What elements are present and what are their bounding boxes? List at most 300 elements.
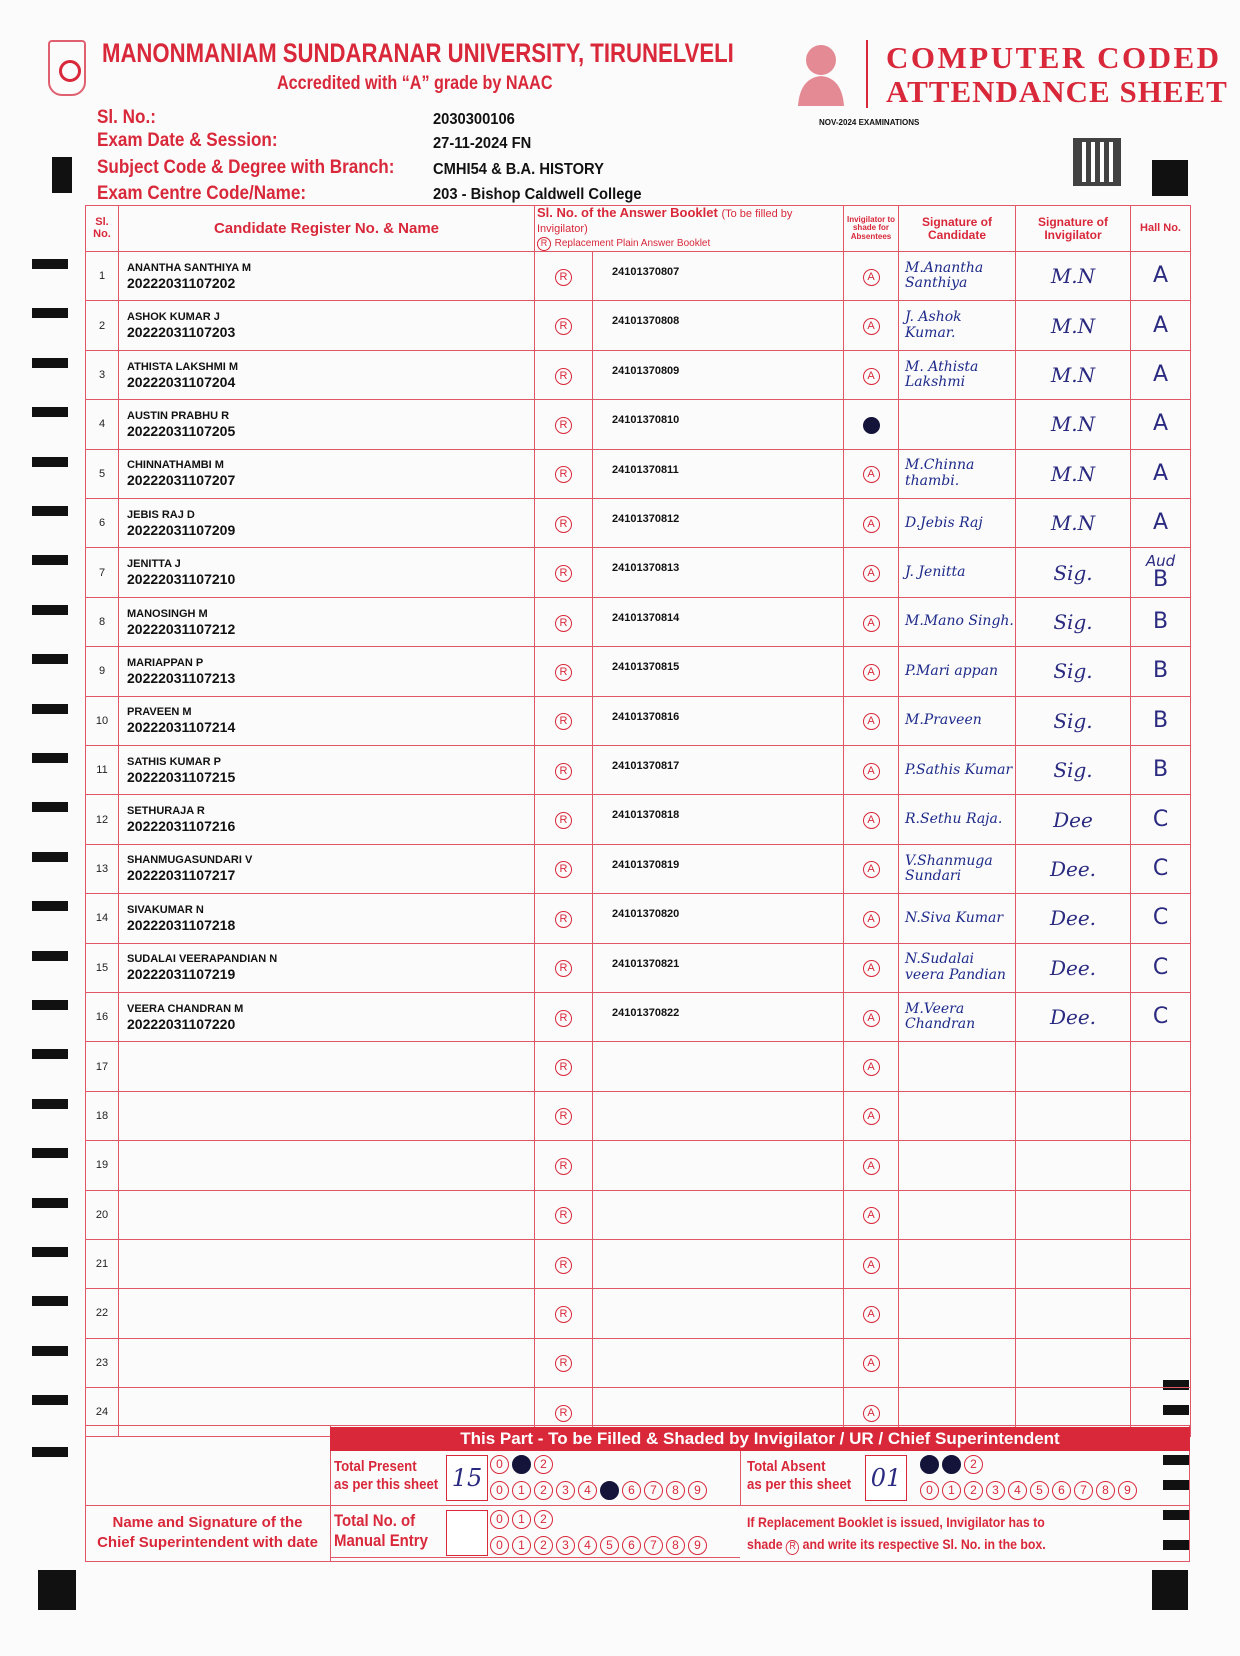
candidate-cell [119, 1091, 535, 1140]
absent-bubble-cell[interactable] [844, 844, 899, 893]
absent-bubble[interactable]: A [863, 1257, 880, 1274]
absent-bubble[interactable]: A [863, 763, 880, 780]
digit-bubble-0[interactable]: 0 [920, 1481, 939, 1500]
absent-bubble[interactable]: A [863, 516, 880, 533]
replacement-bubble[interactable]: R [555, 1059, 572, 1076]
candidate-name: ATHISTA LAKSHMI M [127, 360, 239, 373]
booklet-number[interactable] [593, 1141, 844, 1190]
replacement-bubble[interactable]: R [555, 1010, 572, 1027]
register-number: 20222031107202 [127, 274, 236, 291]
timing-mark [32, 605, 68, 615]
absent-bubble[interactable]: A [863, 466, 880, 483]
replacement-bubble[interactable]: R [555, 1158, 572, 1175]
replacement-bubble[interactable]: R [555, 318, 572, 335]
absent-bubble-cell[interactable] [844, 746, 899, 795]
candidate-cell [119, 1338, 535, 1387]
timing-mark [1152, 1570, 1188, 1610]
replacement-bubble[interactable]: R [555, 664, 572, 681]
booklet-number[interactable]: 24101370812 [593, 499, 844, 548]
hall-value: C [1152, 855, 1169, 881]
absent-bubble-cell[interactable] [844, 795, 899, 844]
booklet-number[interactable] [593, 1239, 844, 1288]
absent-units-bubbles[interactable] [920, 1481, 1137, 1500]
timing-mark [32, 506, 68, 516]
digit-bubble-5[interactable]: 5 [600, 1536, 619, 1555]
table-row [86, 696, 1191, 745]
r-bubble-icon: R [537, 237, 551, 251]
digit-bubble-9[interactable]: 9 [688, 1481, 707, 1500]
booklet-number[interactable]: 24101370819 [593, 844, 844, 893]
candidate-signature [899, 1141, 1016, 1190]
col-booklet-title: Sl. No. of the Answer Booklet [537, 205, 718, 220]
absent-bubble-cell[interactable] [844, 943, 899, 992]
replacement-bubble[interactable]: R [555, 812, 572, 829]
digit-bubble-1[interactable] [512, 1455, 531, 1474]
booklet-number[interactable]: 24101370821 [593, 943, 844, 992]
replacement-bubble-cell[interactable] [535, 1141, 593, 1190]
replacement-bubble[interactable]: R [555, 368, 572, 385]
candidate-signature: P.Sathis Kumar [899, 746, 1016, 795]
register-number: 20222031107209 [127, 521, 236, 538]
digit-bubble-3[interactable]: 3 [986, 1481, 1005, 1500]
digit-bubble-8[interactable]: 8 [1096, 1481, 1115, 1500]
hall-number [1131, 943, 1191, 992]
total-absent-label-line2: as per this sheet [747, 1476, 852, 1493]
manual-entry-label-line1: Total No. of [334, 1511, 416, 1530]
digit-bubble-9[interactable]: 9 [1118, 1481, 1137, 1500]
absent-bubble-cell[interactable] [844, 647, 899, 696]
replacement-bubble-cell[interactable] [535, 1042, 593, 1091]
absent-bubble[interactable]: A [863, 1207, 880, 1224]
divider [330, 1557, 740, 1558]
absent-bubble[interactable] [863, 417, 880, 434]
replacement-bubble-cell[interactable] [535, 1091, 593, 1140]
absent-bubble[interactable]: A [863, 1059, 880, 1076]
absent-bubble[interactable]: A [863, 1306, 880, 1323]
subject-value: CMHI54 & B.A. HISTORY [433, 161, 604, 178]
replacement-bubble-cell[interactable] [535, 1289, 593, 1338]
absent-bubble[interactable]: A [863, 269, 880, 286]
hall-value: B [1152, 757, 1169, 783]
row-sl-number: 19 [86, 1141, 119, 1190]
digit-bubble-8[interactable]: 8 [666, 1536, 685, 1555]
manual-tens-bubbles[interactable] [490, 1510, 553, 1529]
replacement-bubble-cell[interactable] [535, 350, 593, 399]
absent-bubble[interactable]: A [863, 812, 880, 829]
candidate-cell [119, 449, 535, 498]
replacement-bubble-cell[interactable] [535, 894, 593, 943]
candidate-signature: V.Shanmuga Sundari [899, 844, 1016, 893]
booklet-number[interactable] [593, 1042, 844, 1091]
absent-bubble-cell[interactable] [844, 548, 899, 597]
hall-number [1131, 1091, 1191, 1140]
header-divider [866, 40, 868, 108]
candidate-signature: M.Mano Singh. [899, 597, 1016, 646]
invigilator-signature: Sig. [1016, 696, 1131, 745]
total-present-label-line2: as per this sheet [334, 1476, 439, 1493]
replacement-bubble[interactable]: R [555, 615, 572, 632]
absent-bubble-cell[interactable] [844, 400, 899, 449]
digit-bubble-1[interactable]: 1 [512, 1536, 531, 1555]
hall-value: B [1152, 707, 1169, 733]
candidate-signature: J. Ashok Kumar. [899, 301, 1016, 350]
digit-bubble-6[interactable]: 6 [622, 1481, 641, 1500]
replacement-bubble[interactable]: R [555, 466, 572, 483]
digit-bubble-0[interactable]: 0 [490, 1510, 509, 1529]
register-number: 20222031107219 [127, 966, 236, 983]
candidate-name: SIVAKUMAR N [127, 903, 204, 916]
digit-bubble-0[interactable]: 0 [490, 1455, 509, 1474]
hall-number [1131, 696, 1191, 745]
absent-bubble-cell[interactable] [844, 1091, 899, 1140]
table-row [86, 1042, 1191, 1091]
candidate-signature: R.Sethu Raja. [899, 795, 1016, 844]
digit-bubble-5[interactable] [600, 1481, 619, 1500]
register-number: 20222031107203 [127, 324, 236, 341]
absent-bubble[interactable]: A [863, 1355, 880, 1372]
booklet-number[interactable]: 24101370818 [593, 795, 844, 844]
university-logo [48, 40, 86, 96]
replacement-bubble[interactable]: R [555, 1355, 572, 1372]
booklet-number[interactable]: 24101370807 [593, 252, 844, 301]
replacement-bubble-cell[interactable] [535, 400, 593, 449]
subject-label: Subject Code & Degree with Branch: [97, 157, 395, 178]
replacement-bubble-cell[interactable] [535, 1239, 593, 1288]
booklet-number[interactable]: 24101370815 [593, 647, 844, 696]
replacement-note-line1: If Replacement Booklet is issued, Invigilator has to [747, 1514, 1045, 1530]
digit-bubble-7[interactable]: 7 [644, 1536, 663, 1555]
replacement-bubble[interactable]: R [555, 269, 572, 286]
booklet-number[interactable] [593, 1190, 844, 1239]
manual-entry-box[interactable] [446, 1510, 488, 1556]
digit-bubble-2[interactable]: 2 [534, 1536, 553, 1555]
absent-bubble-cell[interactable] [844, 449, 899, 498]
table-row [86, 647, 1191, 696]
hall-number [1131, 1338, 1191, 1387]
exam-date-value: 27-11-2024 FN [433, 135, 532, 152]
replacement-bubble-cell[interactable] [535, 449, 593, 498]
digit-bubble-0[interactable] [920, 1455, 939, 1474]
candidate-signature [899, 1289, 1016, 1338]
row-sl-number: 12 [86, 795, 119, 844]
digit-bubble-4[interactable]: 4 [578, 1481, 597, 1500]
replacement-bubble[interactable]: R [555, 516, 572, 533]
absent-bubble[interactable]: A [863, 664, 880, 681]
digit-bubble-1[interactable]: 1 [942, 1481, 961, 1500]
replacement-note-shade: shade [747, 1535, 783, 1552]
present-tens-bubbles[interactable] [490, 1455, 553, 1474]
hall-number [1131, 1190, 1191, 1239]
absent-bubble[interactable]: A [863, 1405, 880, 1422]
hall-number [1131, 1042, 1191, 1091]
absent-bubble[interactable]: A [863, 318, 880, 335]
hall-value: A [1152, 362, 1169, 388]
booklet-number[interactable]: 24101370811 [593, 449, 844, 498]
register-number: 20222031107213 [127, 669, 236, 686]
absent-bubble[interactable]: A [863, 960, 880, 977]
booklet-number[interactable]: 24101370809 [593, 350, 844, 399]
row-sl-number: 3 [86, 350, 119, 399]
timing-mark [32, 555, 68, 565]
hall-value: B [1152, 658, 1169, 684]
row-sl-number: 23 [86, 1338, 119, 1387]
absent-bubble-cell[interactable] [844, 1239, 899, 1288]
timing-mark [32, 1148, 68, 1158]
hall-number [1131, 499, 1191, 548]
candidate-cell [119, 746, 535, 795]
table-row [86, 943, 1191, 992]
absent-bubble-cell[interactable] [844, 1042, 899, 1091]
replacement-bubble-cell[interactable] [535, 548, 593, 597]
replacement-bubble[interactable]: R [555, 1405, 572, 1422]
absent-bubble-cell[interactable] [844, 696, 899, 745]
table-row [86, 449, 1191, 498]
total-present-box[interactable]: 15 [446, 1455, 488, 1501]
timing-mark [32, 1395, 68, 1405]
absent-bubble-cell[interactable] [844, 1289, 899, 1338]
candidate-cell [119, 597, 535, 646]
candidate-cell [119, 844, 535, 893]
replacement-bubble[interactable]: R [555, 1108, 572, 1125]
candidate-name: VEERA CHANDRAN M [127, 1002, 244, 1015]
booklet-number[interactable]: 24101370810 [593, 400, 844, 449]
replacement-bubble[interactable]: R [555, 911, 572, 928]
digit-bubble-0[interactable]: 0 [490, 1536, 509, 1555]
timing-mark [32, 259, 68, 269]
founder-portrait-image [790, 40, 852, 106]
absent-bubble-cell[interactable] [844, 1190, 899, 1239]
candidate-cell [119, 400, 535, 449]
replacement-bubble-cell[interactable] [535, 499, 593, 548]
register-number: 20222031107204 [127, 373, 236, 390]
digit-bubble-7[interactable]: 7 [1074, 1481, 1093, 1500]
replacement-note-line2: and write its respective Sl. No. in the box. [802, 1535, 1046, 1552]
table-row [86, 894, 1191, 943]
digit-bubble-6[interactable]: 6 [622, 1536, 641, 1555]
replacement-bubble[interactable]: R [555, 1306, 572, 1323]
absent-bubble[interactable]: A [863, 713, 880, 730]
hall-value: A [1152, 312, 1169, 338]
digit-bubble-2[interactable]: 2 [534, 1510, 553, 1529]
digit-bubble-4[interactable]: 4 [578, 1536, 597, 1555]
register-number: 20222031107220 [127, 1015, 236, 1032]
timing-mark [32, 308, 68, 318]
candidate-signature [899, 1338, 1016, 1387]
replacement-bubble-cell[interactable] [535, 696, 593, 745]
digit-bubble-2[interactable]: 2 [534, 1455, 553, 1474]
absent-bubble-cell[interactable] [844, 499, 899, 548]
replacement-bubble-cell[interactable] [535, 597, 593, 646]
replacement-bubble-cell[interactable] [535, 992, 593, 1041]
digit-bubble-5[interactable]: 5 [1030, 1481, 1049, 1500]
digit-bubble-4[interactable]: 4 [1008, 1481, 1027, 1500]
replacement-bubble-cell[interactable] [535, 844, 593, 893]
centre-value: 203 - Bishop Caldwell College [433, 186, 642, 203]
col-booklet-note: (To be filled by Invigilator) [537, 208, 793, 235]
hall-number [1131, 597, 1191, 646]
booklet-number[interactable] [593, 1289, 844, 1338]
digit-bubble-9[interactable]: 9 [688, 1536, 707, 1555]
replacement-bubble-cell[interactable] [535, 301, 593, 350]
invigilator-signature: Dee. [1016, 992, 1131, 1041]
replacement-bubble[interactable]: R [555, 1207, 572, 1224]
hall-number [1131, 1239, 1191, 1288]
col-sig-candidate: Signature of Candidate [899, 206, 1016, 252]
invigilator-signature [1016, 1190, 1131, 1239]
candidate-signature: N.Sudalai veera Pandian [899, 943, 1016, 992]
sheet-title-line2: ATTENDANCE SHEET [886, 74, 1228, 109]
booklet-number[interactable]: 24101370808 [593, 301, 844, 350]
hall-value: C [1152, 806, 1169, 832]
replacement-bubble-cell[interactable] [535, 1338, 593, 1387]
candidate-signature [899, 1091, 1016, 1140]
digit-bubble-3[interactable]: 3 [556, 1481, 575, 1500]
absent-bubble[interactable]: A [863, 861, 880, 878]
candidate-cell [119, 1289, 535, 1338]
replacement-bubble-cell[interactable] [535, 647, 593, 696]
replacement-bubble-cell[interactable] [535, 1190, 593, 1239]
hall-number [1131, 746, 1191, 795]
digit-bubble-1[interactable]: 1 [512, 1510, 531, 1529]
hall-number [1131, 992, 1191, 1041]
booklet-number[interactable]: 24101370822 [593, 992, 844, 1041]
replacement-bubble[interactable]: R [555, 565, 572, 582]
absent-bubble-cell[interactable] [844, 1141, 899, 1190]
candidate-name: JENITTA J [127, 558, 181, 571]
table-row [86, 1091, 1191, 1140]
candidate-cell [119, 1239, 535, 1288]
absent-bubble-cell[interactable] [844, 301, 899, 350]
hall-number [1131, 548, 1191, 597]
booklet-number[interactable]: 24101370817 [593, 746, 844, 795]
digit-bubble-7[interactable]: 7 [644, 1481, 663, 1500]
candidate-signature [899, 1190, 1016, 1239]
table-row [86, 1289, 1191, 1338]
row-sl-number: 11 [86, 746, 119, 795]
replacement-bubble[interactable]: R [555, 763, 572, 780]
university-name: MANONMANIAM SUNDARANAR UNIVERSITY, TIRUNELVELI [102, 38, 734, 68]
candidate-cell [119, 894, 535, 943]
booklet-number[interactable] [593, 1091, 844, 1140]
digit-bubble-1[interactable]: 1 [512, 1481, 531, 1500]
absent-bubble[interactable]: A [863, 565, 880, 582]
hall-number [1131, 844, 1191, 893]
replacement-bubble[interactable]: R [555, 960, 572, 977]
candidate-name: SHANMUGASUNDARI V [127, 854, 253, 867]
exam-tag: NOV-2024 EXAMINATIONS [819, 118, 920, 127]
digit-bubble-8[interactable]: 8 [666, 1481, 685, 1500]
booklet-number[interactable]: 24101370814 [593, 597, 844, 646]
absent-bubble-cell[interactable] [844, 350, 899, 399]
candidate-signature [899, 1239, 1016, 1288]
timing-mark [32, 1000, 68, 1010]
candidate-cell [119, 499, 535, 548]
replacement-bubble-cell[interactable] [535, 943, 593, 992]
register-number: 20222031107217 [127, 867, 236, 884]
manual-units-bubbles[interactable] [490, 1536, 707, 1555]
hall-value: C [1152, 905, 1169, 931]
timing-mark [52, 157, 72, 193]
digit-bubble-3[interactable]: 3 [556, 1536, 575, 1555]
replacement-bubble[interactable]: R [555, 713, 572, 730]
digit-bubble-2[interactable]: 2 [964, 1481, 983, 1500]
absent-bubble-cell[interactable] [844, 894, 899, 943]
absent-bubble[interactable]: A [863, 911, 880, 928]
serial-label: Sl. No.: [97, 107, 156, 128]
invigilator-signature [1016, 1091, 1131, 1140]
replacement-bubble[interactable]: R [555, 417, 572, 434]
digit-bubble-2[interactable]: 2 [534, 1481, 553, 1500]
replacement-bubble-cell[interactable] [535, 746, 593, 795]
official-banner: This Part - To be Filled & Shaded by Invigilator / UR / Chief Superintendent [330, 1427, 1190, 1451]
candidate-name: PRAVEEN M [127, 706, 192, 719]
booklet-number[interactable] [593, 1338, 844, 1387]
replacement-bubble[interactable]: R [555, 1257, 572, 1274]
candidate-name: MANOSINGH M [127, 607, 208, 620]
candidate-name: SUDALAI VEERAPANDIAN N [127, 953, 278, 966]
candidate-signature: M.Praveen [899, 696, 1016, 745]
candidate-signature: M.Veera Chandran [899, 992, 1016, 1041]
candidate-signature: D.Jebis Raj [899, 499, 1016, 548]
table-row [86, 1190, 1191, 1239]
candidate-cell [119, 548, 535, 597]
candidate-signature: M.Anantha Santhiya [899, 252, 1016, 301]
absent-bubble-cell[interactable] [844, 597, 899, 646]
absent-bubble[interactable]: A [863, 368, 880, 385]
timing-mark [32, 852, 68, 862]
timing-mark [32, 358, 68, 368]
absent-tens-bubbles[interactable] [920, 1455, 983, 1474]
table-row [86, 746, 1191, 795]
register-number: 20222031107214 [127, 719, 236, 736]
replacement-bubble-cell[interactable] [535, 795, 593, 844]
booklet-number[interactable]: 24101370813 [593, 548, 844, 597]
digit-bubble-6[interactable]: 6 [1052, 1481, 1071, 1500]
absent-bubble[interactable]: A [863, 615, 880, 632]
table-row [86, 795, 1191, 844]
row-sl-number: 1 [86, 252, 119, 301]
digit-bubble-1[interactable] [942, 1455, 961, 1474]
hall-number [1131, 252, 1191, 301]
hall-number [1131, 301, 1191, 350]
attendance-table [85, 205, 1191, 1437]
table-row [86, 1338, 1191, 1387]
hall-number [1131, 795, 1191, 844]
digit-bubble-2[interactable]: 2 [964, 1455, 983, 1474]
absent-bubble-cell[interactable] [844, 1338, 899, 1387]
invigilator-signature: Dee. [1016, 844, 1131, 893]
row-sl-number: 7 [86, 548, 119, 597]
candidate-signature [899, 400, 1016, 449]
absent-bubble-cell[interactable] [844, 252, 899, 301]
timing-mark [32, 1099, 68, 1109]
booklet-number[interactable]: 24101370820 [593, 894, 844, 943]
present-units-bubbles[interactable] [490, 1481, 707, 1500]
candidate-name: JEBIS RAJ D [127, 508, 195, 521]
total-absent-box[interactable]: 01 [865, 1455, 907, 1501]
absent-bubble-cell[interactable] [844, 992, 899, 1041]
invigilator-signature: M.N [1016, 449, 1131, 498]
absent-bubble[interactable]: A [863, 1108, 880, 1125]
replacement-bubble-cell[interactable] [535, 252, 593, 301]
chief-superintendent-label [85, 1513, 330, 1552]
booklet-number[interactable]: 24101370816 [593, 696, 844, 745]
absent-bubble[interactable]: A [863, 1158, 880, 1175]
replacement-bubble[interactable]: R [555, 861, 572, 878]
absent-bubble[interactable]: A [863, 1010, 880, 1027]
digit-bubble-0[interactable]: 0 [490, 1481, 509, 1500]
invigilator-signature: M.N [1016, 301, 1131, 350]
